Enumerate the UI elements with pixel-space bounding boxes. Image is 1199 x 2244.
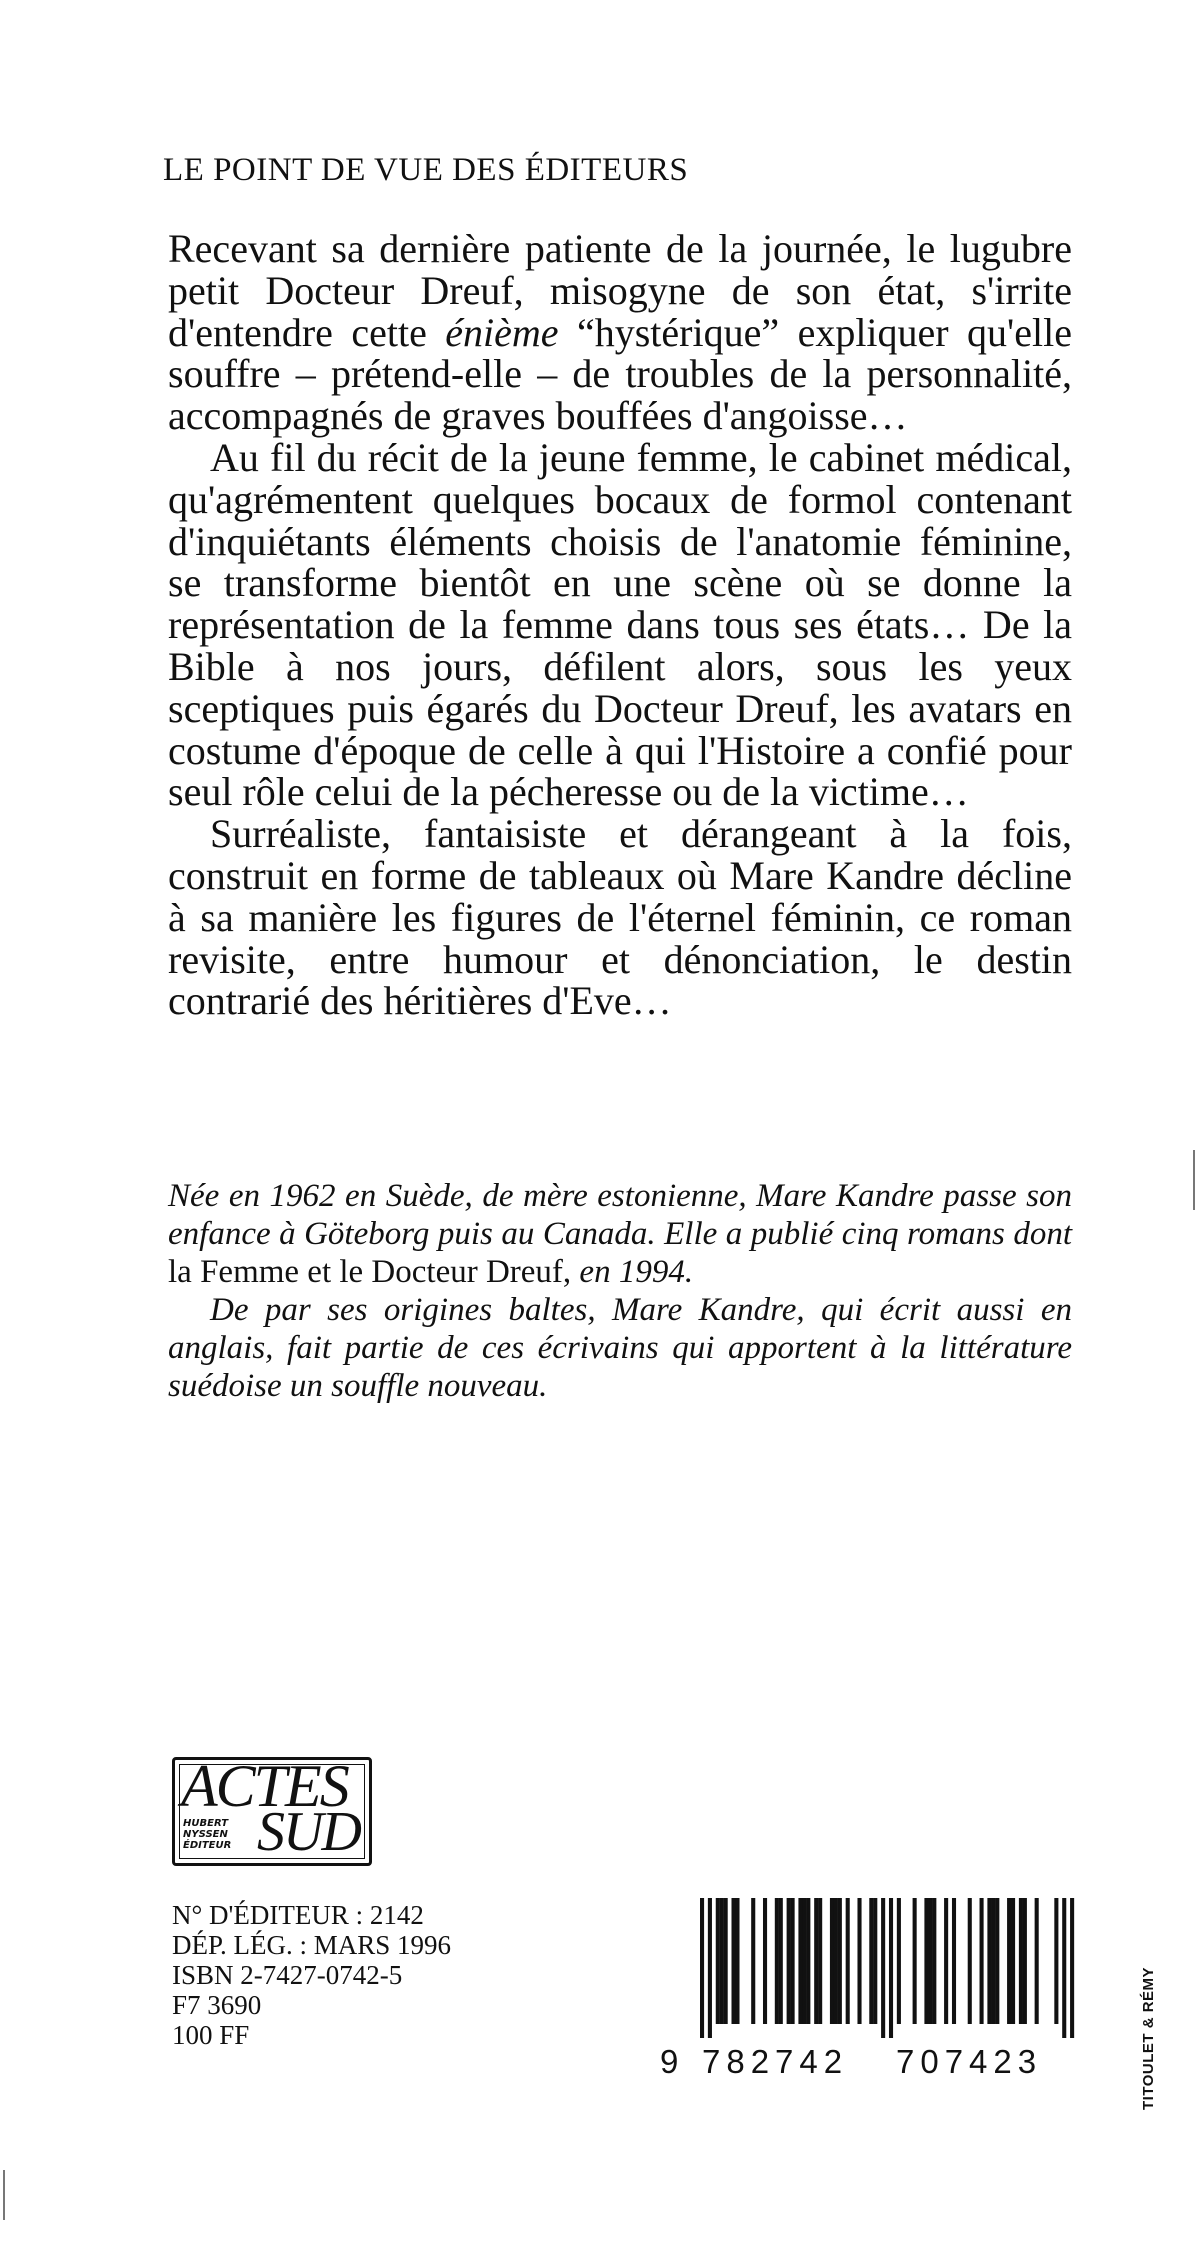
price: 100 FF: [172, 2020, 250, 2050]
barcode-bar: [1054, 1898, 1058, 2024]
barcode-bar: [731, 1898, 735, 2024]
barcode-bar: [791, 1898, 795, 2024]
publisher-number: N° D'ÉDITEUR : 2142: [172, 1900, 424, 1930]
barcode-bar: [787, 1898, 791, 2024]
blurb-paragraph-2: Au fil du récit de la jeune femme, le cabinet médical, qu'agrémentent quelques bocaux de formol contenant d'inquiétants éléments choisis de l'anatomie féminine, se transforme bientôt en une scène où se donne la représentation de la femme dans tous ses états… De la Bible à nos jours, défilent alors, sous les yeux sceptiques puis égarés du Docteur Dreuf, les avatars en costume d'époque de celle à qui l'Histoire a confié pour seul rôle celui de la pécheresse ou de la victime…: [168, 434, 1072, 815]
barcode-bar: [881, 1898, 885, 2038]
barcode-bar: [924, 1898, 928, 2024]
barcode-bar: [779, 1898, 783, 2024]
barcode-bar: [798, 1898, 802, 2024]
barcode-bar: [913, 1898, 917, 2024]
barcode-bar: [1019, 1898, 1023, 2024]
barcode-bar: [814, 1898, 818, 2024]
barcode-bar: [928, 1898, 932, 2024]
barcode-bar: [873, 1898, 877, 2024]
barcode-bar: [952, 1898, 956, 2024]
barcode-bar: [830, 1898, 834, 2024]
barcode-bar: [897, 1898, 901, 2024]
barcode-bar: [700, 1898, 704, 2038]
publisher-blurb: [168, 228, 1072, 1022]
printer-credit: TITOULET & RÉMY: [1140, 1966, 1157, 2110]
publication-info: [172, 1900, 451, 2050]
author-bio: [168, 1177, 1072, 1405]
logo-word-actes: ACTES: [181, 1753, 348, 1819]
barcode-bar: [869, 1898, 873, 2024]
barcode-bar: [735, 1898, 739, 2024]
bio-paragraph-2: De par ses origines baltes, Mare Kandre, qui écrit aussi en anglais, fait partie de ces écrivains qui apportent à la littérature suédoise un souffle nouveau.: [168, 1292, 1072, 1404]
barcode-digit-group-first: 9: [660, 2043, 679, 2080]
barcode-bar: [708, 1898, 712, 2038]
barcode-bar: [932, 1898, 936, 2024]
barcode-bar: [806, 1898, 810, 2024]
barcode-bar: [1011, 1898, 1015, 2024]
barcode-bar: [751, 1898, 755, 2024]
logo-imprint: HUBERT NYSSEN ÉDITEUR: [183, 1818, 232, 1851]
barcode-bar: [991, 1898, 995, 2024]
scan-edge-mark: [1193, 1150, 1195, 1210]
barcode-bar: [980, 1898, 984, 2024]
section-heading: LE POINT DE VUE DES ÉDITEURS: [163, 152, 689, 188]
catalog-code: F7 3690: [172, 1990, 262, 2020]
barcode-bar: [1062, 1898, 1066, 2038]
emphasis-text: énième: [445, 309, 559, 355]
barcode-bar: [716, 1898, 720, 2024]
barcode-digit-group-right: 707423: [896, 2043, 1043, 2080]
barcode-digit-group-left: 782742: [702, 2043, 849, 2080]
barcode-bar: [763, 1898, 767, 2024]
barcode-bar: [818, 1898, 822, 2024]
actes-sud-logo: [172, 1753, 372, 1866]
bio-paragraph-1: Née en 1962 en Suède, de mère estonienne, Mare Kandre passe son enfance à Göteborg puis au Canada. Elle a publié cinq romans dont la Femme et le Docteur Dreuf, en 1994.: [168, 1178, 1072, 1290]
barcode-bar: [944, 1898, 948, 2024]
barcode-bar: [857, 1898, 861, 2024]
barcode-bar: [838, 1898, 842, 2024]
ean-barcode: [660, 1898, 1080, 2038]
barcode-bar: [802, 1898, 806, 2024]
barcode-bar: [1023, 1898, 1027, 2024]
blurb-paragraph-3: Surréaliste, fantaisiste et dérangeant à la fois, construit en forme de tableaux où Mare Kandre décline à sa manière les figures de l'éternel féminin, ce roman revisite, entre humour et dénonciation, le destin contrarié des héritières d'Eve…: [168, 811, 1072, 1024]
barcode-bar: [987, 1898, 991, 2024]
barcode-bar: [1007, 1898, 1011, 2024]
legal-deposit: DÉP. LÉG. : MARS 1996: [172, 1930, 452, 1960]
barcode-digits: [660, 2043, 1080, 2083]
book-title: la Femme et le Docteur Dreuf,: [168, 1254, 572, 1290]
blurb-paragraph-1: Recevant sa dernière patiente de la journée, le lugubre petit Docteur Dreuf, misogyne de son état, s'irrite d'entendre cette énième “hystérique” expliquer qu'elle souffre – prétend-elle – de troubles de la personnalité, accompagnés de graves bouffées d'angoisse…: [168, 226, 1073, 439]
barcode-bar: [834, 1898, 838, 2024]
barcode-bar: [846, 1898, 850, 2024]
barcode-bar: [889, 1898, 893, 2038]
barcode-bar: [968, 1898, 972, 2024]
logo-word-sud: SUD: [257, 1801, 360, 1863]
barcode-bar: [720, 1898, 724, 2024]
barcode-bar: [995, 1898, 999, 2024]
isbn: ISBN 2-7427-0742-5: [172, 1960, 403, 1990]
barcode-bar: [1070, 1898, 1074, 2038]
barcode-bar: [724, 1898, 728, 2024]
barcode-bar: [1035, 1898, 1039, 2024]
scan-edge-mark: [3, 2170, 5, 2220]
barcode-bar: [775, 1898, 779, 2024]
